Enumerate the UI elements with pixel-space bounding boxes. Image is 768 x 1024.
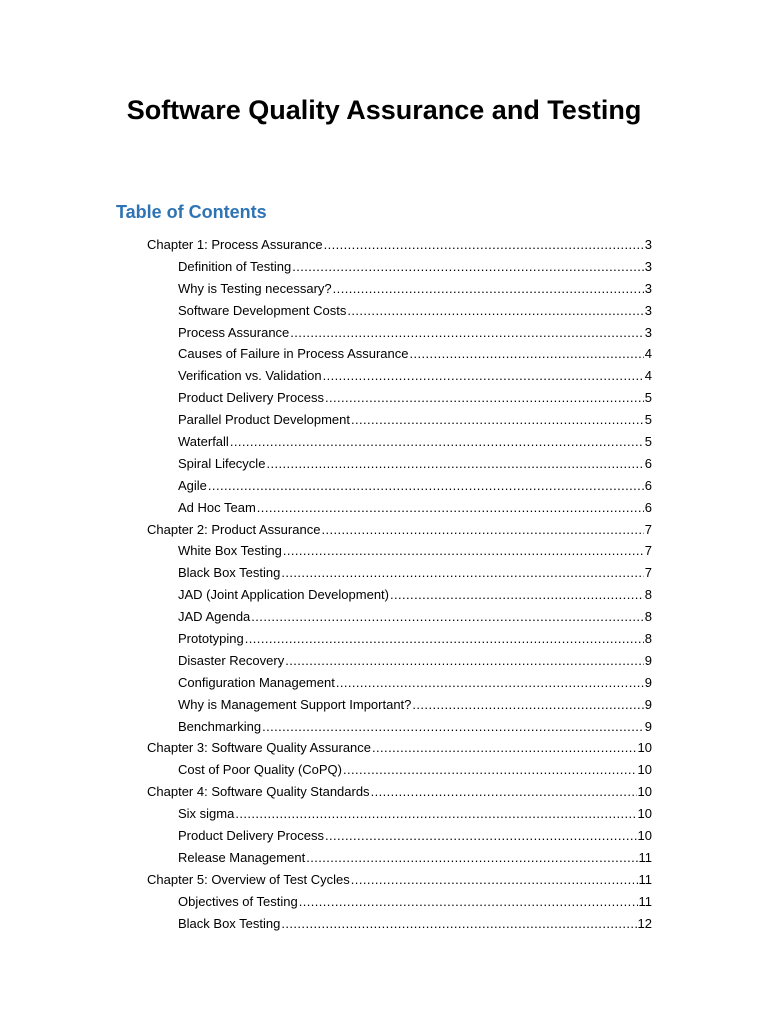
toc-page-number: 6 — [644, 455, 652, 471]
toc-entry-line — [178, 409, 652, 431]
toc-chapter-entry[interactable] — [0, 737, 768, 759]
toc-page-number: 8 — [644, 631, 652, 647]
toc-entry-line — [178, 672, 652, 694]
toc-section-entry[interactable] — [0, 322, 768, 344]
toc-entry-line — [178, 913, 652, 935]
toc-dot-leader — [343, 759, 637, 781]
toc-dot-leader — [235, 803, 636, 825]
toc-entry-label: Chapter 3: Software Quality Assurance — [147, 740, 372, 756]
toc-page-number: 5 — [644, 434, 652, 450]
toc-entry-label: Black Box Testing — [178, 565, 281, 581]
toc-dot-leader — [262, 716, 644, 738]
toc-section-entry[interactable] — [0, 497, 768, 519]
toc-section-entry[interactable] — [0, 694, 768, 716]
toc-dot-leader — [412, 694, 643, 716]
toc-entry-label: Definition of Testing — [178, 258, 292, 274]
toc-entry-label: JAD (Joint Application Development) — [178, 587, 389, 603]
toc-page-number: 6 — [644, 477, 652, 493]
toc-dot-leader — [285, 650, 644, 672]
toc-entry-label: Black Box Testing — [178, 915, 281, 931]
toc-section-entry[interactable] — [0, 847, 768, 869]
toc-page-number: 10 — [637, 828, 652, 844]
toc-entry-line — [178, 475, 652, 497]
toc-page-number: 3 — [644, 302, 652, 318]
toc-section-entry[interactable] — [0, 650, 768, 672]
toc-dot-leader — [333, 278, 644, 300]
toc-page-number: 5 — [644, 390, 652, 406]
toc-dot-leader — [323, 365, 644, 387]
toc-page-number: 3 — [644, 280, 652, 296]
toc-entry-line — [147, 234, 652, 256]
toc-entry-line — [178, 650, 652, 672]
toc-entry-line — [178, 278, 652, 300]
toc-page-number: 11 — [638, 849, 652, 865]
toc-entry-line — [147, 869, 652, 891]
toc-page-number: 10 — [637, 762, 652, 778]
toc-dot-leader — [372, 737, 637, 759]
toc-entry-label: Chapter 5: Overview of Test Cycles — [147, 871, 350, 887]
toc-dot-leader — [321, 519, 643, 541]
toc-entry-line — [178, 322, 652, 344]
toc-entry-label: White Box Testing — [178, 543, 282, 559]
toc-page-number: 9 — [644, 718, 652, 734]
toc-chapter-entry[interactable] — [0, 869, 768, 891]
toc-page-number: 9 — [644, 652, 652, 668]
toc-section-entry[interactable] — [0, 562, 768, 584]
toc-dot-leader — [347, 300, 643, 322]
toc-entry-label: Cost of Poor Quality (CoPQ) — [178, 762, 342, 778]
toc-entry-label: Six sigma — [178, 806, 235, 822]
toc-entry-line — [147, 519, 652, 541]
toc-entry-line — [178, 759, 652, 781]
toc-entry-line — [178, 300, 652, 322]
toc-entry-label: Causes of Failure in Process Assurance — [178, 346, 409, 362]
toc-section-entry[interactable] — [0, 431, 768, 453]
toc-entry-label: Process Assurance — [178, 324, 290, 340]
toc-chapter-entry[interactable] — [0, 781, 768, 803]
toc-entry-label: Disaster Recovery — [178, 652, 285, 668]
toc-dot-leader — [351, 409, 644, 431]
toc-section-entry[interactable] — [0, 584, 768, 606]
toc-section-entry[interactable] — [0, 409, 768, 431]
toc-section-entry[interactable] — [0, 803, 768, 825]
toc-entry-label: Chapter 2: Product Assurance — [147, 521, 321, 537]
toc-dot-leader — [251, 606, 643, 628]
toc-entry-label: Benchmarking — [178, 718, 262, 734]
toc-dot-leader — [245, 628, 644, 650]
toc-page-number: 11 — [638, 871, 652, 887]
toc-entry-line — [178, 365, 652, 387]
toc-section-entry[interactable] — [0, 475, 768, 497]
toc-page-number: 3 — [644, 258, 652, 274]
toc-page-number: 8 — [644, 609, 652, 625]
toc-section-entry[interactable] — [0, 628, 768, 650]
toc-entry-label: Chapter 4: Software Quality Standards — [147, 784, 370, 800]
toc-entry-label: Objectives of Testing — [178, 893, 298, 909]
toc-page-number: 4 — [644, 368, 652, 384]
toc-section-entry[interactable] — [0, 300, 768, 322]
toc-dot-leader — [324, 234, 644, 256]
toc-page-number: 8 — [644, 587, 652, 603]
toc-page-number: 10 — [637, 784, 652, 800]
toc-page-number: 3 — [644, 324, 652, 340]
toc-entry-line — [178, 584, 652, 606]
toc-entry-line — [178, 343, 652, 365]
toc-section-entry[interactable] — [0, 891, 768, 913]
toc-dot-leader — [283, 540, 644, 562]
toc-dot-leader — [325, 387, 644, 409]
toc-entry-label: Chapter 1: Process Assurance — [147, 237, 323, 252]
toc-entry-line — [178, 256, 652, 278]
toc-dot-leader — [290, 322, 643, 344]
toc-entry-line — [178, 694, 652, 716]
toc-entry-line — [147, 781, 652, 803]
toc-page-number: 9 — [644, 674, 652, 690]
toc-section-entry[interactable] — [0, 365, 768, 387]
toc-dot-leader — [230, 431, 644, 453]
toc-section-entry[interactable] — [0, 913, 768, 935]
toc-dot-leader — [208, 475, 644, 497]
toc-entry-label: Ad Hoc Team — [178, 499, 256, 515]
toc-entry-line — [178, 562, 652, 584]
toc-entry-label: Product Delivery Process — [178, 828, 324, 844]
toc-page-number: 7 — [644, 543, 652, 559]
toc-section-entry[interactable] — [0, 387, 768, 409]
toc-entry-label: Prototyping — [178, 631, 244, 647]
toc-page-number: 5 — [644, 412, 652, 428]
toc-entry-line — [178, 540, 652, 562]
toc-page-number: 3 — [644, 237, 652, 252]
toc-dot-leader — [299, 891, 638, 913]
toc-section-entry[interactable] — [0, 540, 768, 562]
toc-section-entry[interactable] — [0, 716, 768, 738]
toc-dot-leader — [351, 869, 638, 891]
toc-page-number: 7 — [644, 565, 652, 581]
toc-dot-leader — [281, 562, 643, 584]
toc-entry-line — [178, 387, 652, 409]
toc-dot-leader — [306, 847, 637, 869]
toc-chapter-entry[interactable] — [0, 234, 768, 256]
toc-entry-line — [178, 606, 652, 628]
toc-entry-label: Verification vs. Validation — [178, 368, 322, 384]
toc-entry-label: Why is Management Support Important? — [178, 696, 412, 712]
toc-dot-leader — [336, 672, 644, 694]
toc-dot-leader — [390, 584, 644, 606]
toc-section-entry[interactable] — [0, 256, 768, 278]
toc-entry-line — [178, 825, 652, 847]
toc-dot-leader — [266, 453, 643, 475]
toc-entry-line — [178, 453, 652, 475]
toc-entry-line — [178, 803, 652, 825]
toc-section-entry[interactable] — [0, 672, 768, 694]
toc-page-number: 6 — [644, 499, 652, 515]
toc-entry-label: Software Development Costs — [178, 302, 347, 318]
toc-entry-line — [178, 497, 652, 519]
toc-section-entry[interactable] — [0, 278, 768, 300]
toc-entry-label: Spiral Lifecycle — [178, 455, 266, 471]
toc-entry-label: Why is Testing necessary? — [178, 280, 332, 296]
toc-page-number: 10 — [637, 740, 652, 756]
toc-page-number: 7 — [644, 521, 652, 537]
toc-entry-label: JAD Agenda — [178, 609, 251, 625]
toc-section-entry[interactable] — [0, 825, 768, 847]
toc-heading: Table of Contents — [116, 202, 267, 222]
toc-entry-label: Configuration Management — [178, 674, 335, 690]
toc-page-number: 12 — [637, 915, 652, 931]
document-title: Software Quality Assurance and Testing — [126, 95, 642, 125]
toc-entry-label: Waterfall — [178, 434, 229, 450]
toc-section-entry[interactable] — [0, 343, 768, 365]
toc-dot-leader — [257, 497, 644, 519]
toc-section-entry[interactable] — [0, 453, 768, 475]
toc-entry-line — [178, 716, 652, 738]
toc-entry-label: Product Delivery Process — [178, 390, 324, 406]
toc-dot-leader — [292, 256, 644, 278]
toc-dot-leader — [410, 343, 644, 365]
toc-entry-line — [178, 628, 652, 650]
toc-entry-label: Release Management — [178, 849, 306, 865]
table-of-contents — [0, 234, 768, 935]
toc-entry-line — [178, 431, 652, 453]
toc-entry-label: Parallel Product Development — [178, 412, 350, 428]
toc-page-number: 4 — [644, 346, 652, 362]
toc-entry-line — [178, 891, 652, 913]
toc-page-number: 10 — [637, 806, 652, 822]
toc-dot-leader — [371, 781, 637, 803]
toc-chapter-entry[interactable] — [0, 519, 768, 541]
toc-dot-leader — [325, 825, 637, 847]
toc-page-number: 9 — [644, 696, 652, 712]
toc-entry-label: Agile — [178, 477, 207, 493]
toc-entry-line — [178, 847, 652, 869]
toc-page-number: 11 — [638, 893, 652, 909]
toc-dot-leader — [281, 913, 636, 935]
toc-section-entry[interactable] — [0, 759, 768, 781]
toc-section-entry[interactable] — [0, 606, 768, 628]
toc-entry-line — [147, 737, 652, 759]
